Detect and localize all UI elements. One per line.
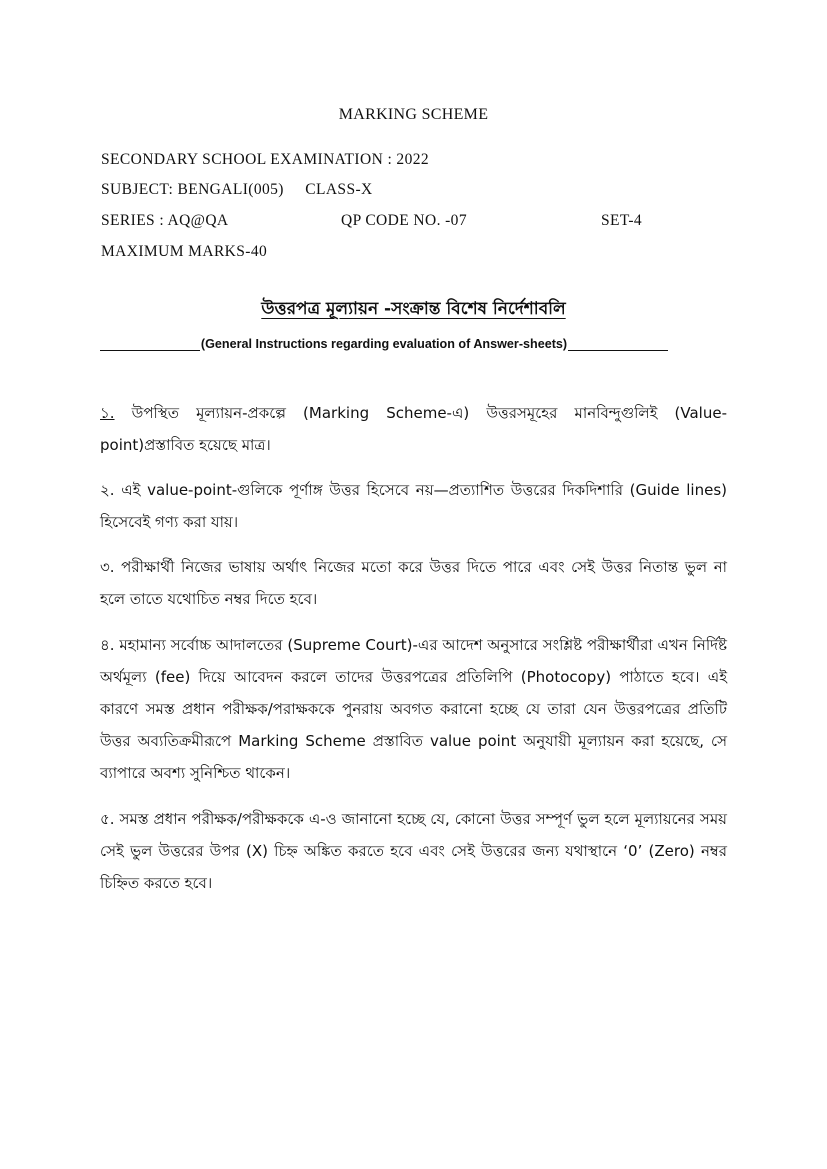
paragraph-number: ৪. [100,636,115,654]
paragraph-number: ১. [100,404,115,422]
qp-code-text: QP CODE NO. -07 [341,212,467,229]
paragraph-number: ৫. [100,810,115,828]
instruction-paragraph-5 [100,803,727,899]
subject-line [101,181,373,199]
subject-text: SUBJECT: BENGALI(005) [101,181,284,198]
set-text: SET-4 [601,212,643,229]
paragraph-number: ৩. [100,558,115,576]
paragraph-text: সমস্ত প্রধান পরীক্ষক/পরীক্ষককে এ-ও জানানো হচ্ছে যে, কোনো উত্তর সম্পূর্ণ ভুল হলে মূল্যায়নের সময় সেই ভুল উত্তরের উপর (X) চিহ্ন অঙ্কিত করতে হবে এবং সেই উত্তরের জন্য যথাস্থানে ‘0’ (Zero) নম্বর চিহ্নিত করতে হবে। [100,810,727,892]
class-text: CLASS-X [305,181,373,198]
instruction-paragraph-2 [100,474,727,538]
instruction-paragraph-1 [100,397,727,461]
bengali-heading [0,296,827,324]
paragraph-text: পরীক্ষার্থী নিজের ভাষায় অর্থাৎ নিজের মতো করে উত্তর দিতে পারে এবং সেই উত্তর নিতান্ত ভুল না হলে তাতে যথোচিত নম্বর দিতে হবে। [100,558,727,608]
exam-line: SECONDARY SCHOOL EXAMINATION : 2022 [101,151,430,168]
general-instructions-text: (General Instructions regarding evaluation of Answer-sheets) [200,337,568,351]
paragraph-text: উপস্থিত মূল্যায়ন-প্রকল্পে (Marking Scheme-এ) উত্তরসমূহের মানবিন্দুগুলিই (Value-point)প্রস্তাবিত হয়েছে মাত্র। [100,404,727,454]
bengali-heading-text: উত্তরপত্র মূল্যায়ন -সংক্রান্ত বিশেষ নির্দেশাবলি [261,299,566,319]
paragraph-number: ২. [100,481,115,499]
series-line [101,212,661,234]
instruction-paragraph-3 [100,551,727,615]
instruction-paragraph-4 [100,629,727,789]
paragraph-text: মহামান্য সর্বোচ্চ আদালতের (Supreme Court)-এর আদেশ অনুসারে সংশ্লিষ্ট পরীক্ষার্থীরা এখন নির্দিষ্ট অর্থমূল্য (fee) দিয়ে আবেদন করলে তাদের উত্তরপত্রের প্রতিলিপি (Photocopy) পাঠাতে হবে। এই কারণে সমস্ত প্রধান পরীক্ষক/পরাক্ষককে পুনরায় অবগত করানো হচ্ছে যে তারা যেন উত্তরপত্রের প্রতিটি উত্তর অব্যতিক্রমীরূপে Marking Scheme প্রস্তাবিত value point অনুযায়ী মূল্যায়ন করা হয়েছে, সে ব্যাপারে অবশ্য সুনিশ্চিত থাকেন। [100,636,727,782]
left-rule [100,336,200,351]
max-marks-line: MAXIMUM MARKS-40 [101,243,268,260]
paragraph-text: এই value-point-গুলিকে পূর্ণাঙ্গ উত্তর হিসেবে নয়—প্রত্যাশিত উত্তরের দিকদিশারি (Guide lines) হিসেবেই গণ্য করা যায়। [100,481,727,531]
general-instructions [100,333,668,351]
page-title: MARKING SCHEME [338,106,489,123]
series-text: SERIES : AQ@QA [101,212,229,229]
right-rule [568,336,668,351]
